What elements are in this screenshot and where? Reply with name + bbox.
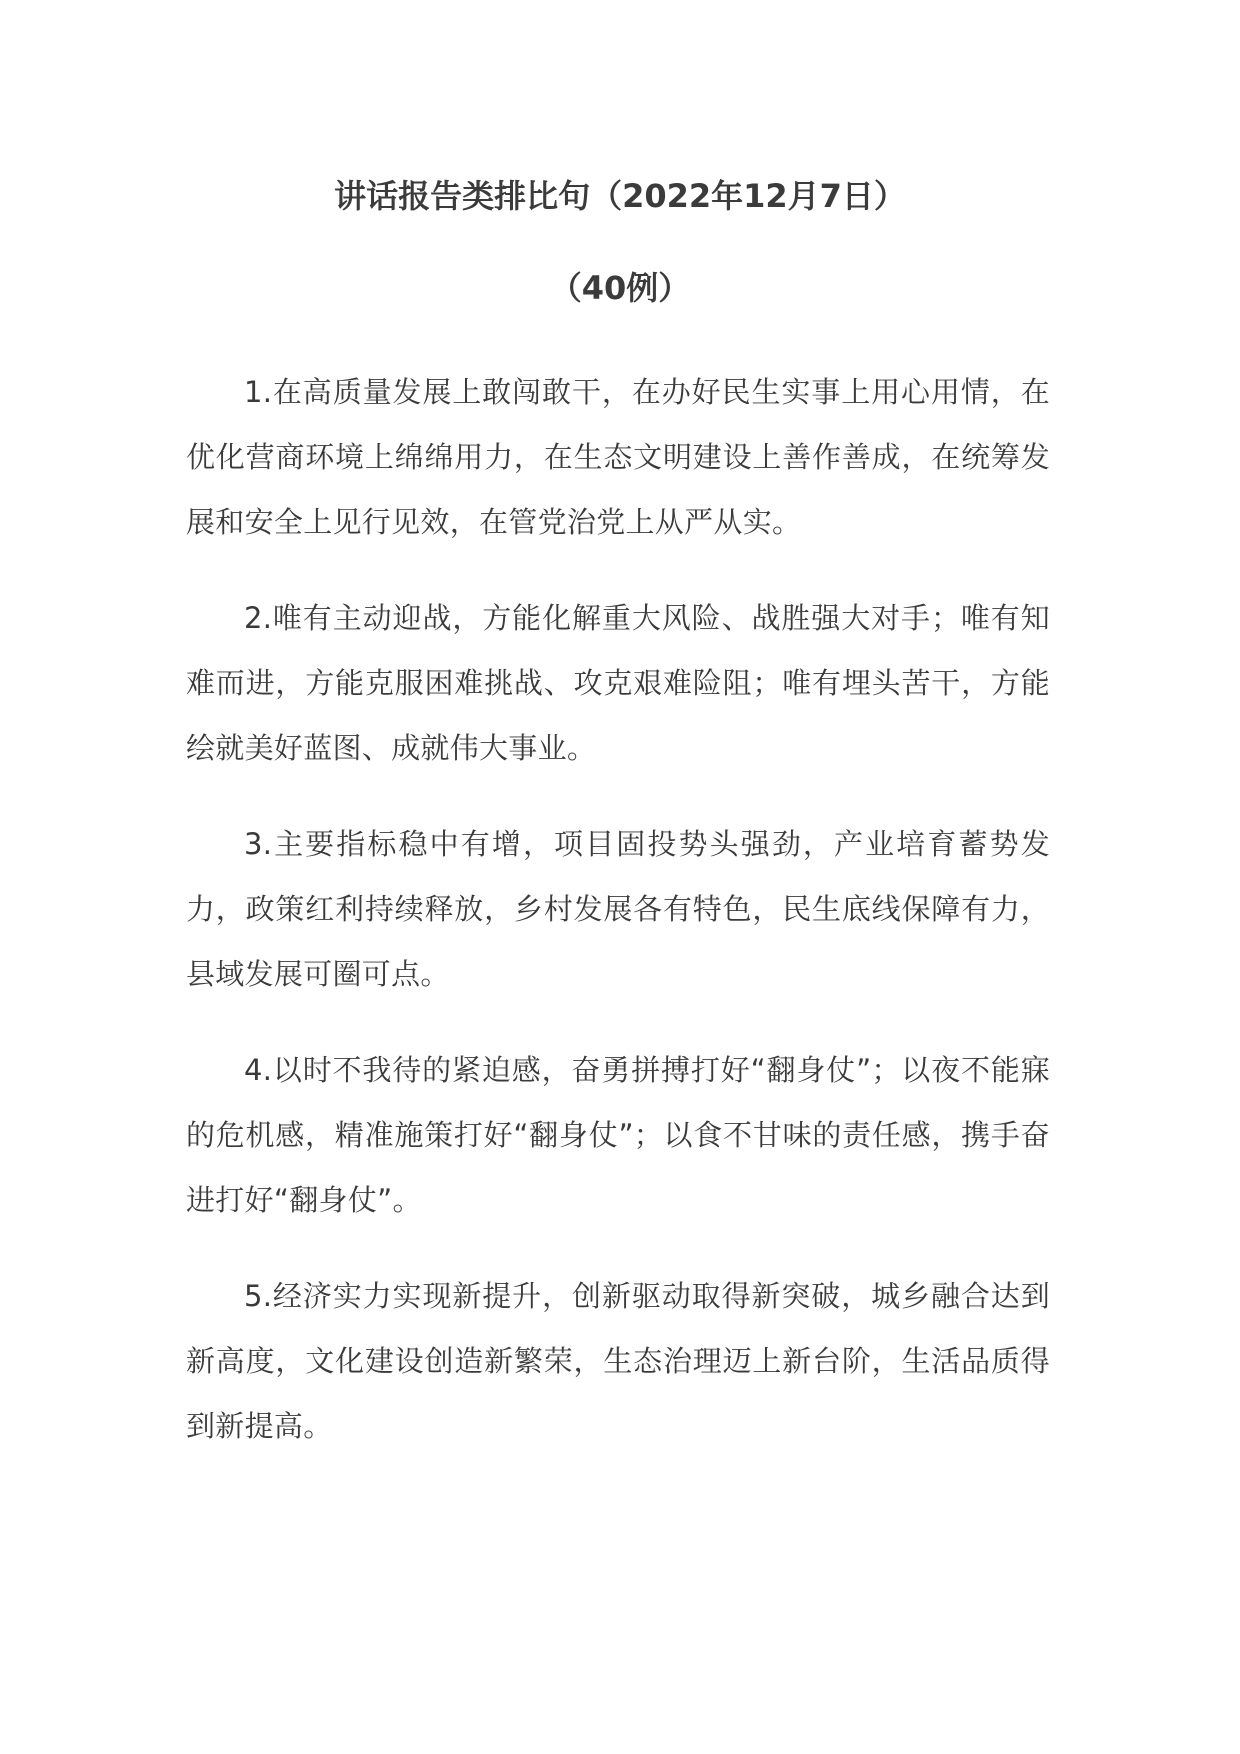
document-title: 讲话报告类排比句（2022年12月7日） xyxy=(334,177,906,215)
paragraph-4: 4.以时不我待的紧迫感，奋勇拼搏打好“翻身仗”；以夜不能寐的危机感，精准施策打好“翻身仗”；以食不甘味的责任感，携手奋进打好“翻身仗”。 xyxy=(186,1053,1050,1217)
paragraph-3: 3.主要指标稳中有增，项目固投势头强劲，产业培育蓄势发力，政策红利持续释放，乡村发展各有特色，民生底线保障有力，县域发展可圈可点。 xyxy=(186,827,1050,991)
paragraph-1: 1.在高质量发展上敢闯敢干，在办好民生实事上用心用情，在优化营商环境上绵绵用力，在生态文明建设上善作善成，在统筹发展和安全上见行见效，在管党治党上从严从实。 xyxy=(186,375,1050,539)
document-subtitle: （40例） xyxy=(549,269,691,307)
paragraph-2: 2.唯有主动迎战，方能化解重大风险、战胜强大对手；唯有知难而进，方能克服困难挑战、攻克艰难险阻；唯有埋头苦干，方能绘就美好蓝图、成就伟大事业。 xyxy=(186,601,1050,765)
document-body xyxy=(186,360,1050,1490)
paragraph-5: 5.经济实力实现新提升，创新驱动取得新突破，城乡融合达到新高度，文化建设创造新繁荣，生态治理迈上新台阶，生活品质得到新提高。 xyxy=(186,1279,1050,1443)
